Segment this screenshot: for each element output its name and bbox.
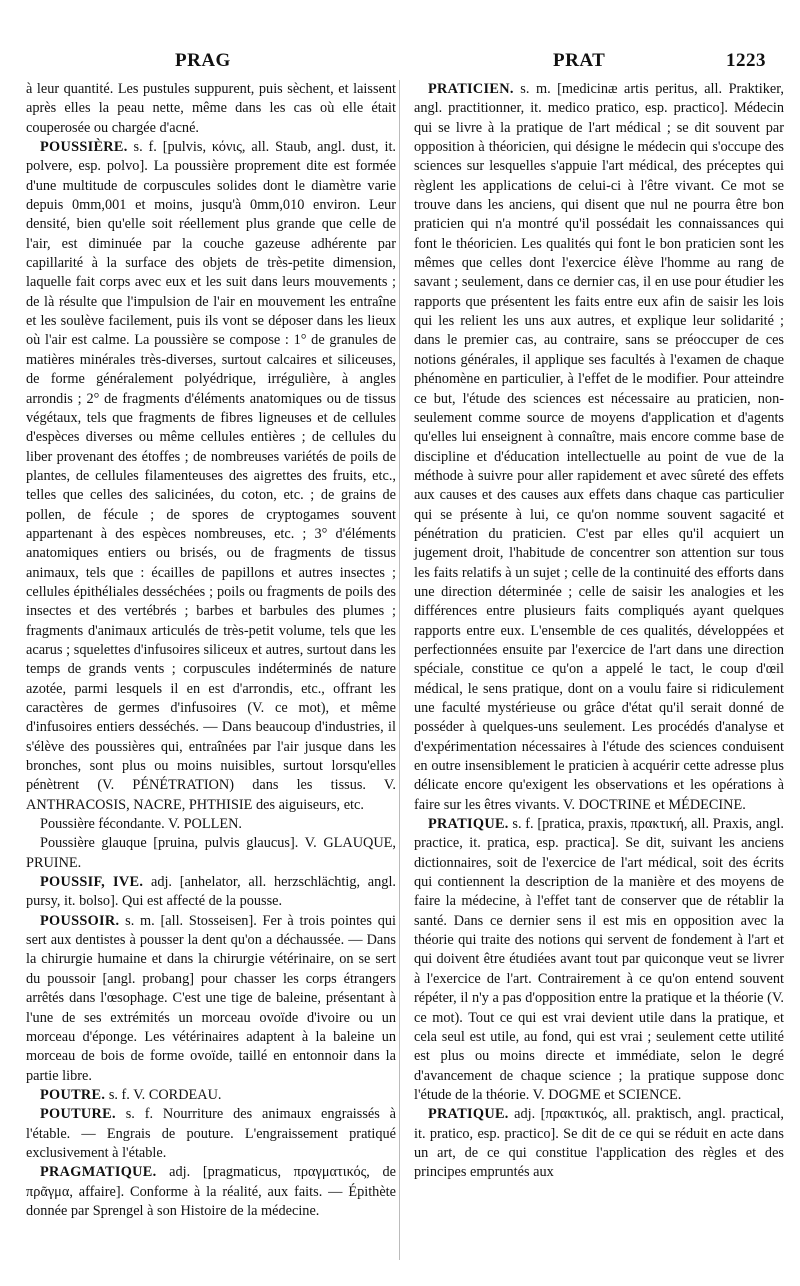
left-column: [26, 80, 396, 1221]
entry-pratique-noun: PRATIQUE. s. f. [pratica, praxis, πρακτική, all. Praxis, angl. practice, it. pratica, esp. practica]. Se dit, suivant les anciens dictionnaires, soit de l'exercice de l'art médical, soit des écrits qui contiennent la description de la manière et des moyens de faire la médecine, à l'effet tant de conserver que de rétablir la santé. Dans ce dernier sens il est mis en opposition avec la théorie qui traite des notions qui servent de fondement à l'art et qui doivent être étudiées avant tout par quiconque veut se livrer à l'exercice de l'art. Contrairement à ce qu'on entend souvent répéter, il n'y a pas d'opposition entre la pratique et la théorie (V. ce mot). Tout ce qui est vrai devient utile dans la pratique, et cela seul est utile, au fond, qui est vrai ; seulement cette utilité est plus ou moins directe et immédiate, selon le degré d'avancement de chaque science ; la pratique suppose donc l'étude de la théorie. V. DOGME et SCIENCE.: [414, 816, 784, 1103]
entry-pragmatique: PRAGMATIQUE. adj. [pragmaticus, πραγματικός, de πρᾶγμα, affaire]. Conforme à la réalité, aux faits. — Épithète donnée par Sprengel à son Histoire de la médecine.: [26, 1164, 396, 1219]
text-columns: [26, 80, 784, 1221]
entry-poussoir: POUSSOIR. s. m. [all. Stosseisen]. Fer à trois pointes qui sert aux dentistes à pousser la dent qu'on a déchaussée. — Dans la chirurgie humaine et dans la chirurgie vétérinaire, on se sert du poussoir [angl. probang] pour chasser les corps étrangers arrêtés dans l'œsophage. C'est une tige de baleine, présentant à l'une de ses extrémités un morceau ovoïde d'ivoire ou un morceau d'éponge. Les vétérinaires adaptent à la baleine un morceau de bois de forme ovoïde, taillé en entonnoir dans la partie libre.: [26, 912, 396, 1084]
entry-poussiere-fecondante: Poussière fécondante. V. POLLEN.: [40, 816, 242, 833]
running-head-left: PRAG: [175, 50, 231, 71]
entry-poussiere-glauque: Poussière glauque [pruina, pulvis glaucus]. V. GLAUQUE, PRUINE.: [26, 835, 396, 871]
entry-continuation: à leur quantité. Les pustules suppurent, puis sèchent, et laissent après elles la peau nette, même dans les cas où elle était couperosée ou chargée d'acné.: [26, 81, 396, 136]
running-head-right: PRAT: [553, 50, 606, 71]
entry-pouture: POUTURE. s. f. Nourriture des animaux engraissés à l'étable. — Engrais de pouture. L'engraissement pratiqué exclusivement à l'étable.: [26, 1106, 397, 1161]
page-number: 1223: [726, 50, 766, 71]
entry-poussiere: POUSSIÈRE. s. f. [pulvis, κόνις, all. Staub, angl. dust, it. polvere, esp. polvo]. La poussière proprement dite est formée d'une multitude de corpuscules solides dont le diamètre varie depuis 0mm,001 et moins, jusqu'à 0mm,010 environ. Leur densité, bien qu'elle soit réellement plus grande que celle de l'air, est diminuée par la couche gazeuse adhérente par capillarité à la surface des objets de très-petite dimension, laquelle fait corps avec eux et les suit dans leurs mouvements ; de là résulte que l'impulsion de l'air en mouvement les entraîne et les soulève facilement, puis ils vont se déposer dans les lieux où l'air est calme. La poussière se compose : 1° de granules de matières minérales très-diverses, surtout calcaires et siliceuses, de forme généralement polyédrique, irrégulière, à angles arrondis ; 2° de fragments d'éléments anatomiques ou de tissus végétaux, tels que fragments de fibres ligneuses et de cellules d'espèces diverses ou même cellules entières ; de cellules du liber provenant des étoffes ; de nombreuses variétés de poils de plantes, de cellules filamenteuses des aigrettes des fruits, etc., telles que celles des salicinées, du coton, etc. ; de grains de pollen, de fécule ; de spores de cryptogames souvent appartenant à des espèces nombreuses, etc. ; 3° d'éléments anatomiques entiers ou brisés, ou de fragments de tissus animaux, tels que : écailles de papillons et autres insectes ; cellules épithéliales desséchées ; poils ou fragments de poils des insectes et des vertébrés ; barbes et barbules des plumes ; fragments d'animaux articulés de très-petit volume, tels que les acarus ; squelettes d'infusoires siliceux et autres, surtout dans les temps de grands vents ; corpuscules indéterminés de nature azotée, parmi lesquels il en est d'arrondis, etc., offrant les caractères de germes d'infusoires (V. ce mot), et même d'infusoires entiers desséchés. — Dans beaucoup d'industries, il s'élève des poussières qui, entraînées par l'air jusque dans les bronches, sont plus ou moins nuisibles, surtout lorsqu'elles pénètrent (V. PÉNÉTRATION) dans les tissus. V. ANTHRACOSIS, NACRE, PHTHISIE des aiguiseurs, etc.: [26, 139, 397, 813]
entry-poutre: POUTRE. s. f. V. CORDEAU.: [40, 1086, 222, 1103]
entry-praticien: PRATICIEN. s. m. [medicinæ artis peritus, all. Praktiker, angl. practitionner, it. medico pratico, esp. practico]. Médecin qui se livre à la pratique de l'art médical ; se dit souvent par opposition à théoricien, qui désigne le médecin qui s'occupe des sciences sur lesquelles s'appuie l'art médical, des préceptes qui règlent les applications de celui-ci à l'être vivant. Ce mot se trouve dans les anciens, qui disent que nul ne pourra être bon praticien qui n'a montré qu'il possédait les connaissances qui font le théoricien. Les qualités qui font le bon praticien sont les mêmes que celles dont l'exercice élève l'homme au rang de savant ; seulement, dans ce dernier cas, il en use pour étudier les rapports que présentent les faits entre eux afin de saisir les lois qui les relient les uns aux autres, et explique leur solidarité ; dans le premier cas, au contraire, sans se préoccuper de ces notions générales, il applique ses facultés à l'examen de chaque phénomène en particulier, à l'effet de le modifier. Pour atteindre ce but, l'étude des sciences est nécessaire au praticien, non-seulement comme source de moyens d'application et d'agents qu'elles lui enseignent à connaître, mais encore comme base de discipline et d'éducation intellectuelle au point de vue de la méthode à suivre pour aller rapidement et avec sûreté des effets aux causes et des causes aux effets dans chaque cas particulier qui se présente à lui, ce qu'on nomme souvent sagacité et pénétration du praticien. C'est par elles qu'il acquiert un jugement droit, l'habitude de concentrer son attention sur tous les faits relatifs à un sujet ; celle de la continuité des efforts dans une direction déterminée ; celle de saisir les analogies et les différences entre plusieurs faits compliqués ayant quelques rapports entre eux. L'ensemble de ces qualités, développées et perfectionnées ensuite par l'exercice de l'art dans une direction spéciale, constitue ce qu'on a appelé le tact, le coup d'œil médical, le sens pratique, dont on a voulu faire si ridiculement une faculté mystérieuse ou grâce d'état qu'il serait donné de posséder à quelques-uns seulement. Les procédés d'analyse et d'expérimentation nécessaires à l'étude des sciences conduisent en outre insensiblement le praticien à acquérir cette adresse plus délicate encore qu'exigent les observations et les opérations à faire sur les êtres vivants. V. DOCTRINE et MÉDECINE.: [414, 81, 784, 813]
entry-poussif: POUSSIF, IVE. adj. [anhelator, all. herzschlächtig, angl. pursy, it. bolso]. Qui est affecté de la pousse.: [26, 874, 396, 910]
right-column: [414, 80, 784, 1221]
entry-pratique-adj: PRATIQUE. adj. [πρακτικός, all. praktisch, angl. practical, it. pratico, esp. practico]. Se dit de ce qui se réduit en acte dans un art, de ce qui constitue l'application des règles et des principes empruntés aux: [414, 1106, 784, 1181]
